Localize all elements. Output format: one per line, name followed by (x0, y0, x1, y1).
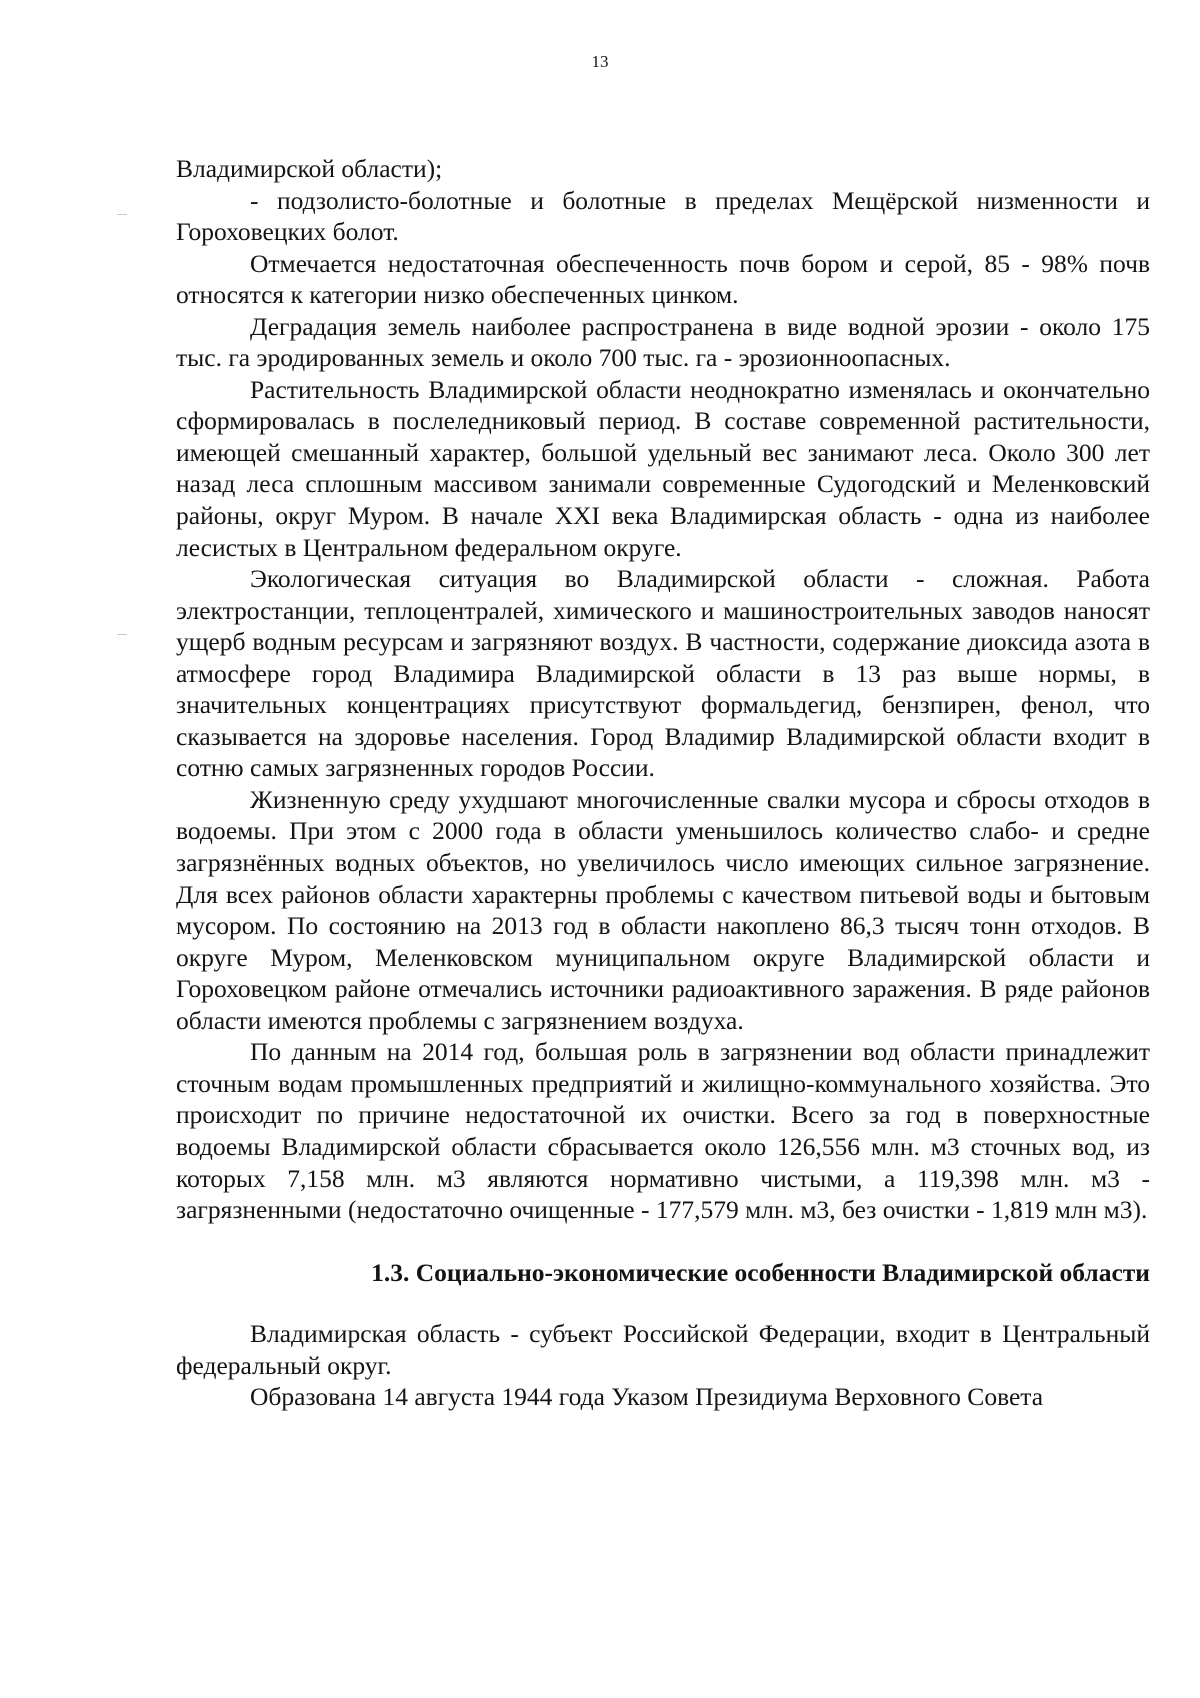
paragraph: Образована 14 августа 1944 года Указом Президиума Верховного Совета (250, 1382, 1044, 1412)
paragraph: Владимирская область - субъект Российской Федерации, входит в Центральный федеральный округ. (176, 1319, 1150, 1380)
scan-margin-mark (117, 214, 127, 215)
section-heading: 1.3. Социально-экономические особенности Владимирской области (371, 1257, 1150, 1287)
paragraph: Отмечается недостаточная обеспеченность почв бором и серой, 85 - 98% почв относятся к категории низко обеспеченных цинком. (176, 248, 1150, 310)
document-body (176, 153, 1150, 1413)
paragraph: По данным на 2014 год, большая роль в загрязнении вод области принадлежит сточным водам промышленных предприятий и жилищно-коммунального хозяйства. Это происходит по причине недостаточной их очистки. Всего за год в поверхностные водоемы Владимирской области сбрасывается около 126,556 млн. м3 сточных вод, из которых 7,158 млн. м3 являются нормативно чистыми, а 119,398 млн. м3 - загрязненными (недостаточно очищенные - 177,579 млн. м3, без очистки - 1,819 млн м3). (176, 1037, 1150, 1225)
scan-margin-mark (117, 634, 127, 635)
paragraph: Деградация земель наиболее распространена в виде водной эрозии - около 175 тыс. га эродированных земель и около 700 тыс. га - эрозионноопасных. (176, 311, 1150, 373)
paragraph: Экологическая ситуация во Владимирской области - сложная. Работа электростанции, теплоцентралей, химического и машиностроительных заводов наносят ущерб водным ресурсам и загрязняют воздух. В частности, содержание диоксида азота в атмосфере город Владимира Владимирской области в 13 раз выше нормы, в значительных концентрациях присутствуют формальдегид, бензпирен, фенол, что сказывается на здоровье населения. Город Владимир Владимирской области входит в сотню самых загрязненных городов России. (176, 564, 1150, 783)
paragraph: - подзолисто-болотные и болотные в пределах Мещёрской низменности и Гороховецких болот. (176, 185, 1150, 247)
page-number: 13 (591, 52, 609, 71)
paragraph: Растительность Владимирской области неоднократно изменялась и окончательно сформировалась в послеледниковый период. В составе современной растительности, имеющей смешанный характер, большой удельный вес занимают леса. Около 300 лет назад леса сплошным массивом занимали современные Судогодский и Меленковский районы, округ Муром. В начале XXI века Владимирская область - одна из наиболее лесистых в Центральном федеральном округе. (176, 374, 1150, 562)
paragraph: Жизненную среду ухудшают многочисленные свалки мусора и сбросы отходов в водоемы. При этом с 2000 года в области уменьшилось количество слабо- и средне загрязнённых водных объектов, но увеличилось число имеющих сильное загрязнение. Для всех районов области характерны проблемы с качеством питьевой воды и бытовым мусором. По состоянию на 2013 год в области накоплено 86,3 тысяч тонн отходов. В округе Муром, Меленковском муниципальном округе Владимирской области и Гороховецком районе отмечались источники радиоактивного заражения. В ряде районов области имеются проблемы с загрязнением воздуха. (176, 784, 1150, 1035)
paragraph: Владимирской области); (176, 154, 443, 183)
